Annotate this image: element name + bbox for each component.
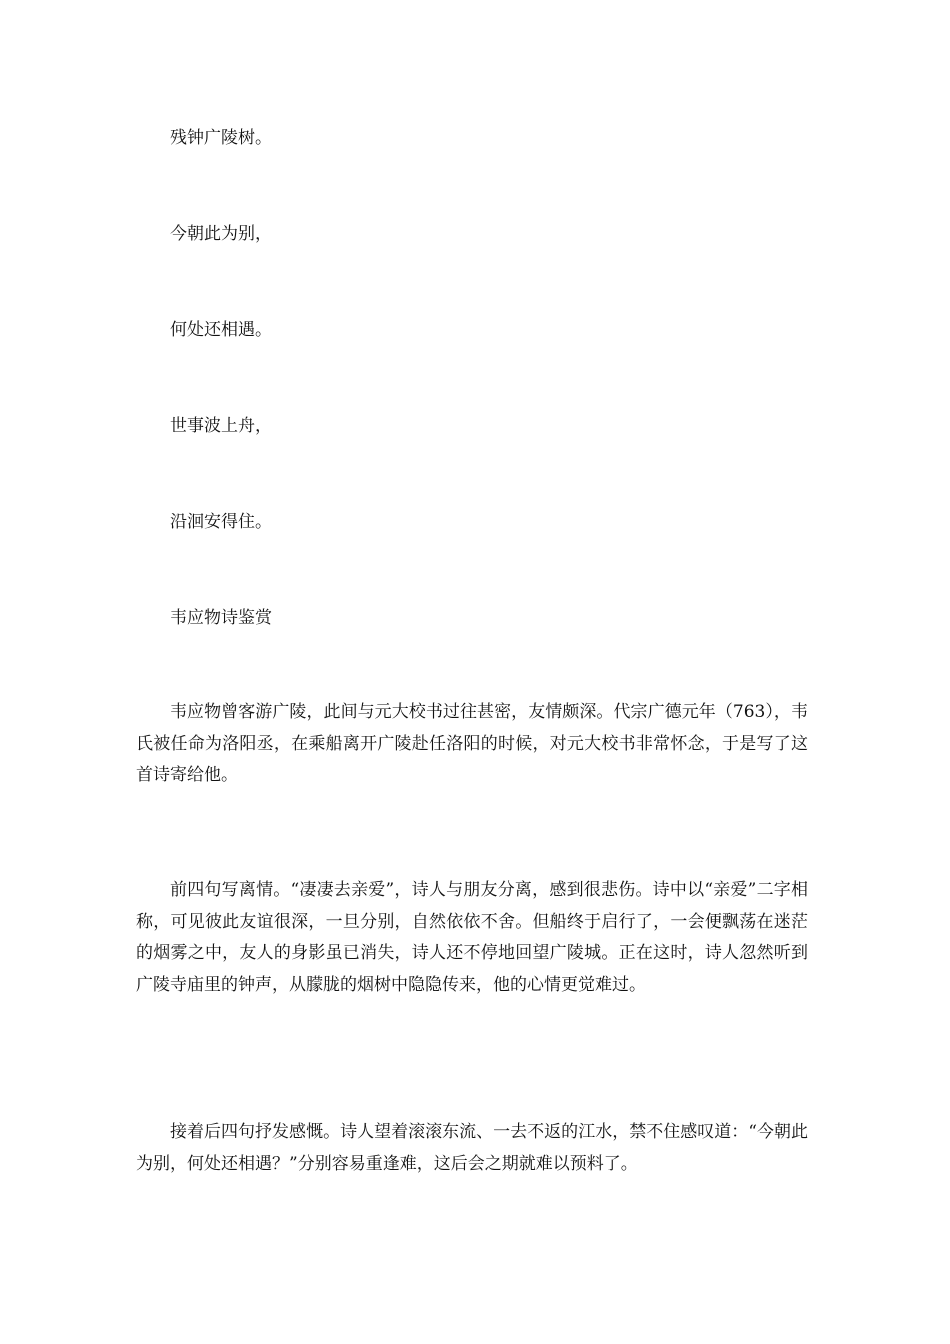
paragraph-background: 韦应物曾客游广陵，此间与元大校书过往甚密，友情颇深。代宗广德元年（763），韦氏被任命为洛阳丞，在乘船离开广陵赴任洛阳的时候，对元大校书非常怀念，于是写了这首诗寄给他。 <box>136 702 808 785</box>
section-heading: 韦应物诗鉴赏 <box>170 608 272 628</box>
paragraph-last-four-lines: 接着后四句抒发感慨。诗人望着滚滚东流、一去不返的江水，禁不住感叹道：“今朝此为别，何处还相遇？”分别容易重逢难，这后会之期就难以预料了。 <box>136 1122 808 1174</box>
poem-line: 何处还相遇。 <box>170 320 272 340</box>
poem-line: 世事波上舟， <box>170 416 272 436</box>
paragraph-first-four-lines: 前四句写离情。“凄凄去亲爱”，诗人与朋友分离，感到很悲伤。诗中以“亲爱”二字相称，可见彼此友谊很深，一旦分别，自然依依不舍。但船终于启行了，一会便飘荡在迷茫的烟雾之中，友人的身影虽已消失，诗人还不停地回望广陵城。正在这时，诗人忽然听到广陵寺庙里的钟声，从朦胧的烟树中隐隐传来，他的心情更觉难过。 <box>136 880 808 995</box>
poem-line: 今朝此为别， <box>170 224 272 244</box>
poem-line: 沿洄安得住。 <box>170 512 272 532</box>
poem-line: 残钟广陵树。 <box>170 128 272 148</box>
